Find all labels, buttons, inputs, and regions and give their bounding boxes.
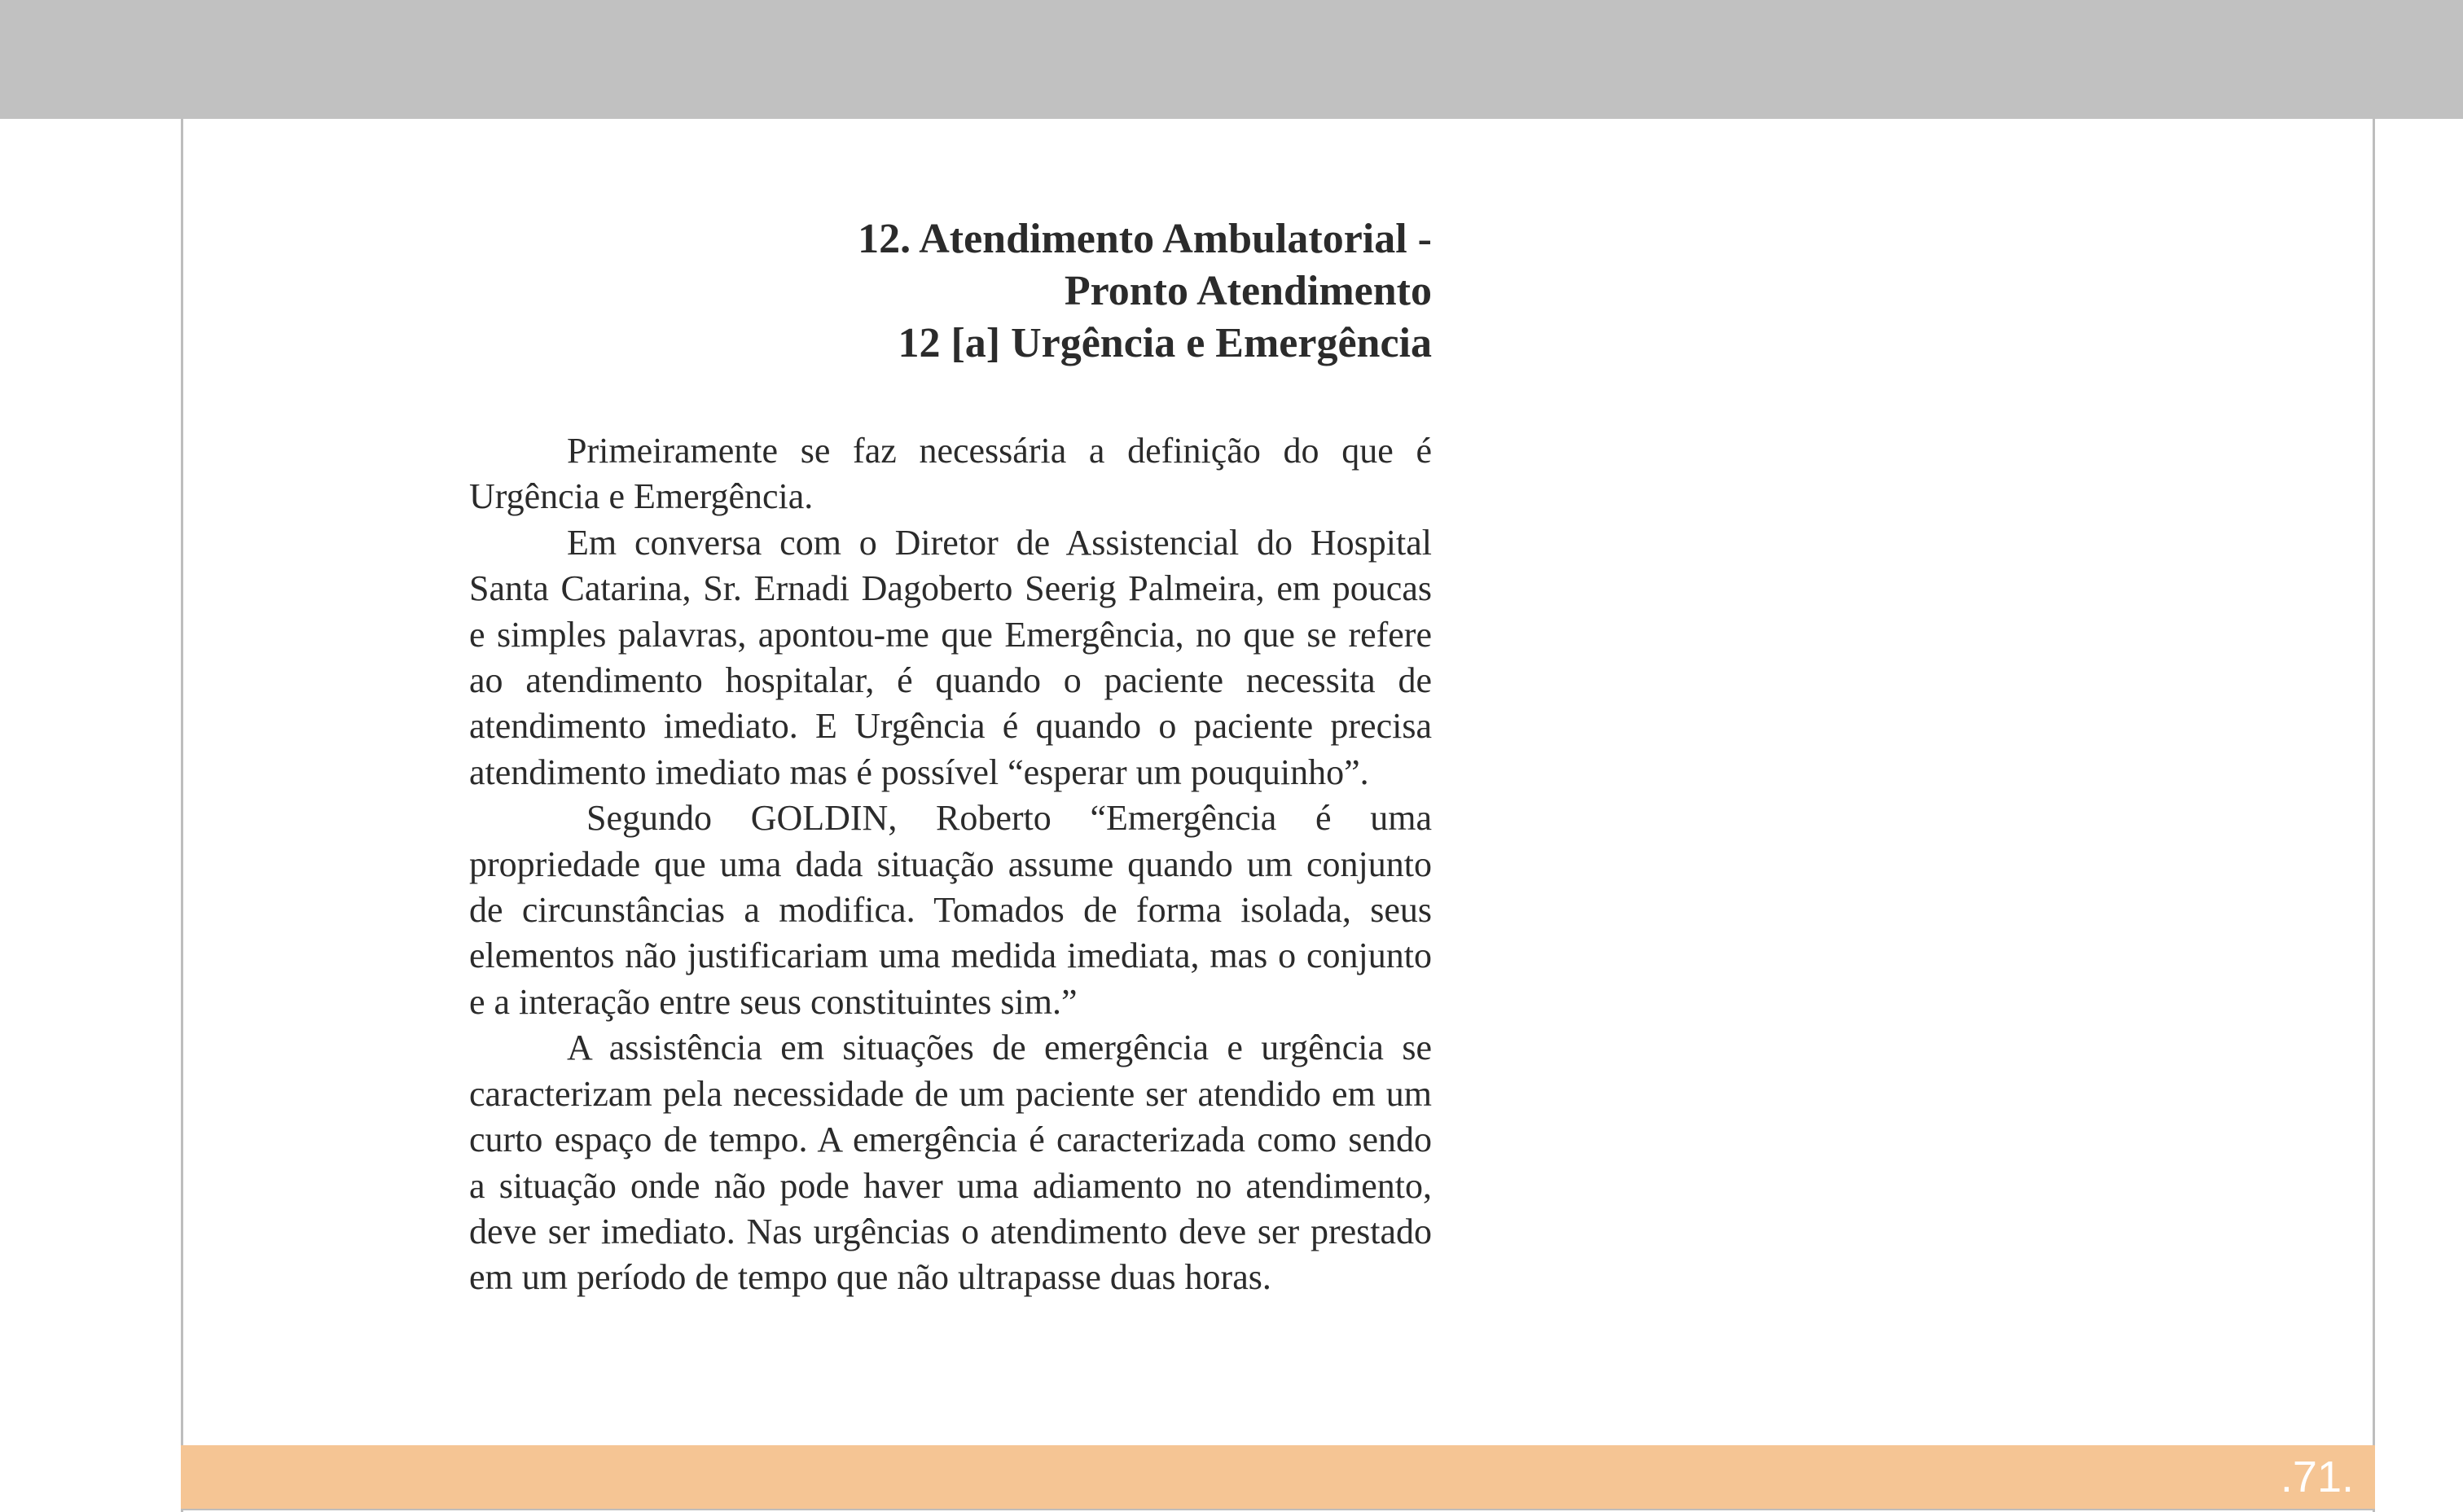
paragraph-1: Primeiramente se faz necessária a definição do que é Urgência e Emergência. <box>469 431 1432 517</box>
heading-line-2: Pronto Atendimento <box>1064 268 1432 314</box>
paragraph-4: A assistência em situações de emergência e urgência se caracterizam pela necessidade de um paciente ser atendido em um curto espaço de tempo. A emergência é caracterizada como sendo a situação onde não pode haver uma adiamento no atendimento, deve ser imediato. Nas urgências o atendimento deve ser prestado em um período de tempo que não ultrapasse duas horas. <box>469 1028 1432 1298</box>
heading-line-1: 12. Atendimento Ambulatorial - <box>858 216 1432 262</box>
section-heading <box>469 213 1432 370</box>
footer-bar <box>181 1445 2375 1509</box>
heading-line-3: 12 [a] Urgência e Emergência <box>898 320 1432 366</box>
top-toolbar-bar <box>0 0 2463 119</box>
body-text <box>469 428 1432 1301</box>
paragraph-2: Em conversa com o Diretor de Assistencial do Hospital Santa Catarina, Sr. Ernadi Dagoberto Seerig Palmeira, em poucas e simples palavras, apontou-me que Emergência, no que se refere ao atendimento hospitalar, é quando o paciente necessita de atendimento imediato. E Urgência é quando o paciente precisa atendimento imediato mas é possível “esperar um pouquinho”. <box>469 522 1432 792</box>
paragraph-3: Segundo GOLDIN, Roberto “Emergência é uma propriedade que uma dada situação assume quando um conjunto de circunstâncias a modifica. Tomados de forma isolada, seus elementos não justificariam uma medida imediata, mas o conjunto e a interação entre seus constituintes sim.” <box>469 798 1432 1022</box>
page-number: .71. <box>2280 1453 2354 1501</box>
